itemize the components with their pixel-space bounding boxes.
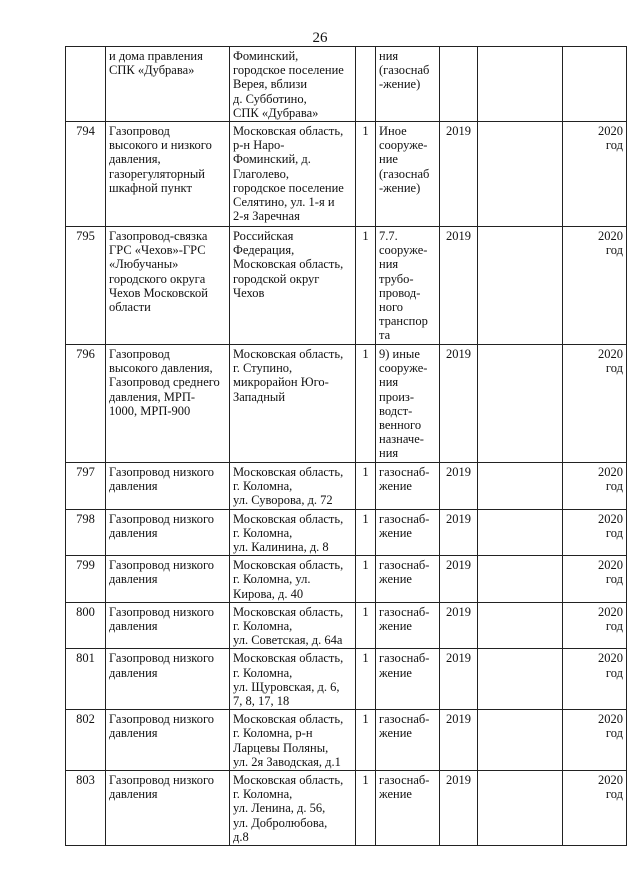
table-row	[66, 122, 627, 227]
location-cell: Московская область, г. Коломна, ул. Ленина, д. 56, ул. Добролюбова, д.8	[230, 771, 356, 846]
empty-cell	[478, 602, 563, 649]
year-cell: 2019	[440, 122, 478, 227]
deadline-cell	[563, 47, 627, 122]
object-name-cell: Газопровод низкого давления	[106, 771, 230, 846]
object-name-cell: Газопровод низкого давления	[106, 463, 230, 510]
register-table	[65, 46, 627, 846]
location-cell: Московская область, г. Коломна, ул. Щуровская, д. 6, 7, 8, 17, 18	[230, 649, 356, 710]
table-row	[66, 47, 627, 122]
empty-cell	[478, 47, 563, 122]
object-name-cell: Газопровод низкого давления	[106, 509, 230, 556]
quantity-cell: 1	[356, 556, 376, 603]
deadline-cell: 2020 год	[563, 509, 627, 556]
row-number-cell: 796	[66, 345, 106, 463]
table-row	[66, 649, 627, 710]
row-number-cell: 794	[66, 122, 106, 227]
quantity-cell: 1	[356, 463, 376, 510]
object-name-cell: Газопровод низкого давления	[106, 649, 230, 710]
deadline-cell: 2020 год	[563, 556, 627, 603]
table-row	[66, 345, 627, 463]
location-cell: Российская Федерация, Московская область, городской округ Чехов	[230, 227, 356, 345]
quantity-cell: 1	[356, 227, 376, 345]
deadline-cell: 2020 год	[563, 345, 627, 463]
location-cell: Московская область, г. Коломна, ул. Калинина, д. 8	[230, 509, 356, 556]
year-cell: 2019	[440, 710, 478, 771]
table-row	[66, 556, 627, 603]
deadline-cell: 2020 год	[563, 463, 627, 510]
row-number-cell: 797	[66, 463, 106, 510]
row-number-cell: 795	[66, 227, 106, 345]
empty-cell	[478, 122, 563, 227]
purpose-cell: газоснаб- жение	[376, 463, 440, 510]
year-cell: 2019	[440, 556, 478, 603]
quantity-cell: 1	[356, 122, 376, 227]
purpose-cell: ния (газоснаб -жение)	[376, 47, 440, 122]
quantity-cell: 1	[356, 710, 376, 771]
empty-cell	[478, 771, 563, 846]
object-name-cell: Газопровод-связка ГРС «Чехов»-ГРС «Любучаны» городского округа Чехов Московской области	[106, 227, 230, 345]
purpose-cell: 7.7. сооруже- ния трубо- провод- ного транспор та	[376, 227, 440, 345]
deadline-cell: 2020 год	[563, 122, 627, 227]
purpose-cell: газоснаб- жение	[376, 556, 440, 603]
table-row	[66, 602, 627, 649]
object-name-cell: Газопровод низкого давления	[106, 602, 230, 649]
page-number: 26	[312, 30, 328, 46]
location-cell: Московская область, г. Ступино, микрорайон Юго- Западный	[230, 345, 356, 463]
empty-cell	[478, 649, 563, 710]
table-row	[66, 227, 627, 345]
quantity-cell: 1	[356, 345, 376, 463]
quantity-cell: 1	[356, 602, 376, 649]
location-cell: Фоминский, городское поселение Верея, вблизи д. Субботино, СПК «Дубрава»	[230, 47, 356, 122]
year-cell: 2019	[440, 345, 478, 463]
empty-cell	[478, 345, 563, 463]
year-cell: 2019	[440, 463, 478, 510]
purpose-cell: газоснаб- жение	[376, 602, 440, 649]
empty-cell	[478, 227, 563, 345]
object-name-cell: Газопровод высокого давления, Газопровод среднего давления, МРП- 1000, МРП-900	[106, 345, 230, 463]
year-cell: 2019	[440, 602, 478, 649]
object-name-cell: Газопровод высокого и низкого давления, газорегуляторный шкафной пункт	[106, 122, 230, 227]
empty-cell	[478, 463, 563, 510]
table-row	[66, 509, 627, 556]
table-row	[66, 710, 627, 771]
location-cell: Московская область, р-н Наро- Фоминский, д. Глаголево, городское поселение Селятино, ул. 1-я и 2-я Заречная	[230, 122, 356, 227]
purpose-cell: Иное сооруже- ние (газоснаб -жение)	[376, 122, 440, 227]
year-cell: 2019	[440, 509, 478, 556]
object-name-cell: Газопровод низкого давления	[106, 556, 230, 603]
quantity-cell	[356, 47, 376, 122]
year-cell: 2019	[440, 771, 478, 846]
purpose-cell: газоснаб- жение	[376, 509, 440, 556]
deadline-cell: 2020 год	[563, 227, 627, 345]
purpose-cell: 9) иные сооруже- ния произ- водст- венного назначе- ния	[376, 345, 440, 463]
deadline-cell: 2020 год	[563, 771, 627, 846]
table-row	[66, 771, 627, 846]
quantity-cell: 1	[356, 771, 376, 846]
row-number-cell: 798	[66, 509, 106, 556]
year-cell: 2019	[440, 227, 478, 345]
location-cell: Московская область, г. Коломна, ул. Кирова, д. 40	[230, 556, 356, 603]
empty-cell	[478, 710, 563, 771]
deadline-cell: 2020 год	[563, 710, 627, 771]
quantity-cell: 1	[356, 509, 376, 556]
purpose-cell: газоснаб- жение	[376, 710, 440, 771]
year-cell	[440, 47, 478, 122]
row-number-cell: 802	[66, 710, 106, 771]
row-number-cell: 801	[66, 649, 106, 710]
deadline-cell: 2020 год	[563, 649, 627, 710]
table-row	[66, 463, 627, 510]
empty-cell	[478, 509, 563, 556]
object-name-cell: и дома правления СПК «Дубрава»	[106, 47, 230, 122]
quantity-cell: 1	[356, 649, 376, 710]
row-number-cell: 800	[66, 602, 106, 649]
purpose-cell: газоснаб- жение	[376, 649, 440, 710]
row-number-cell: 803	[66, 771, 106, 846]
location-cell: Московская область, г. Коломна, ул. Суворова, д. 72	[230, 463, 356, 510]
deadline-cell: 2020 год	[563, 602, 627, 649]
empty-cell	[478, 556, 563, 603]
row-number-cell	[66, 47, 106, 122]
object-name-cell: Газопровод низкого давления	[106, 710, 230, 771]
location-cell: Московская область, г. Коломна, ул. Советская, д. 64а	[230, 602, 356, 649]
location-cell: Московская область, г. Коломна, р-н Ларцевы Поляны, ул. 2я Заводская, д.1	[230, 710, 356, 771]
year-cell: 2019	[440, 649, 478, 710]
row-number-cell: 799	[66, 556, 106, 603]
purpose-cell: газоснаб- жение	[376, 771, 440, 846]
register-body	[66, 47, 627, 846]
